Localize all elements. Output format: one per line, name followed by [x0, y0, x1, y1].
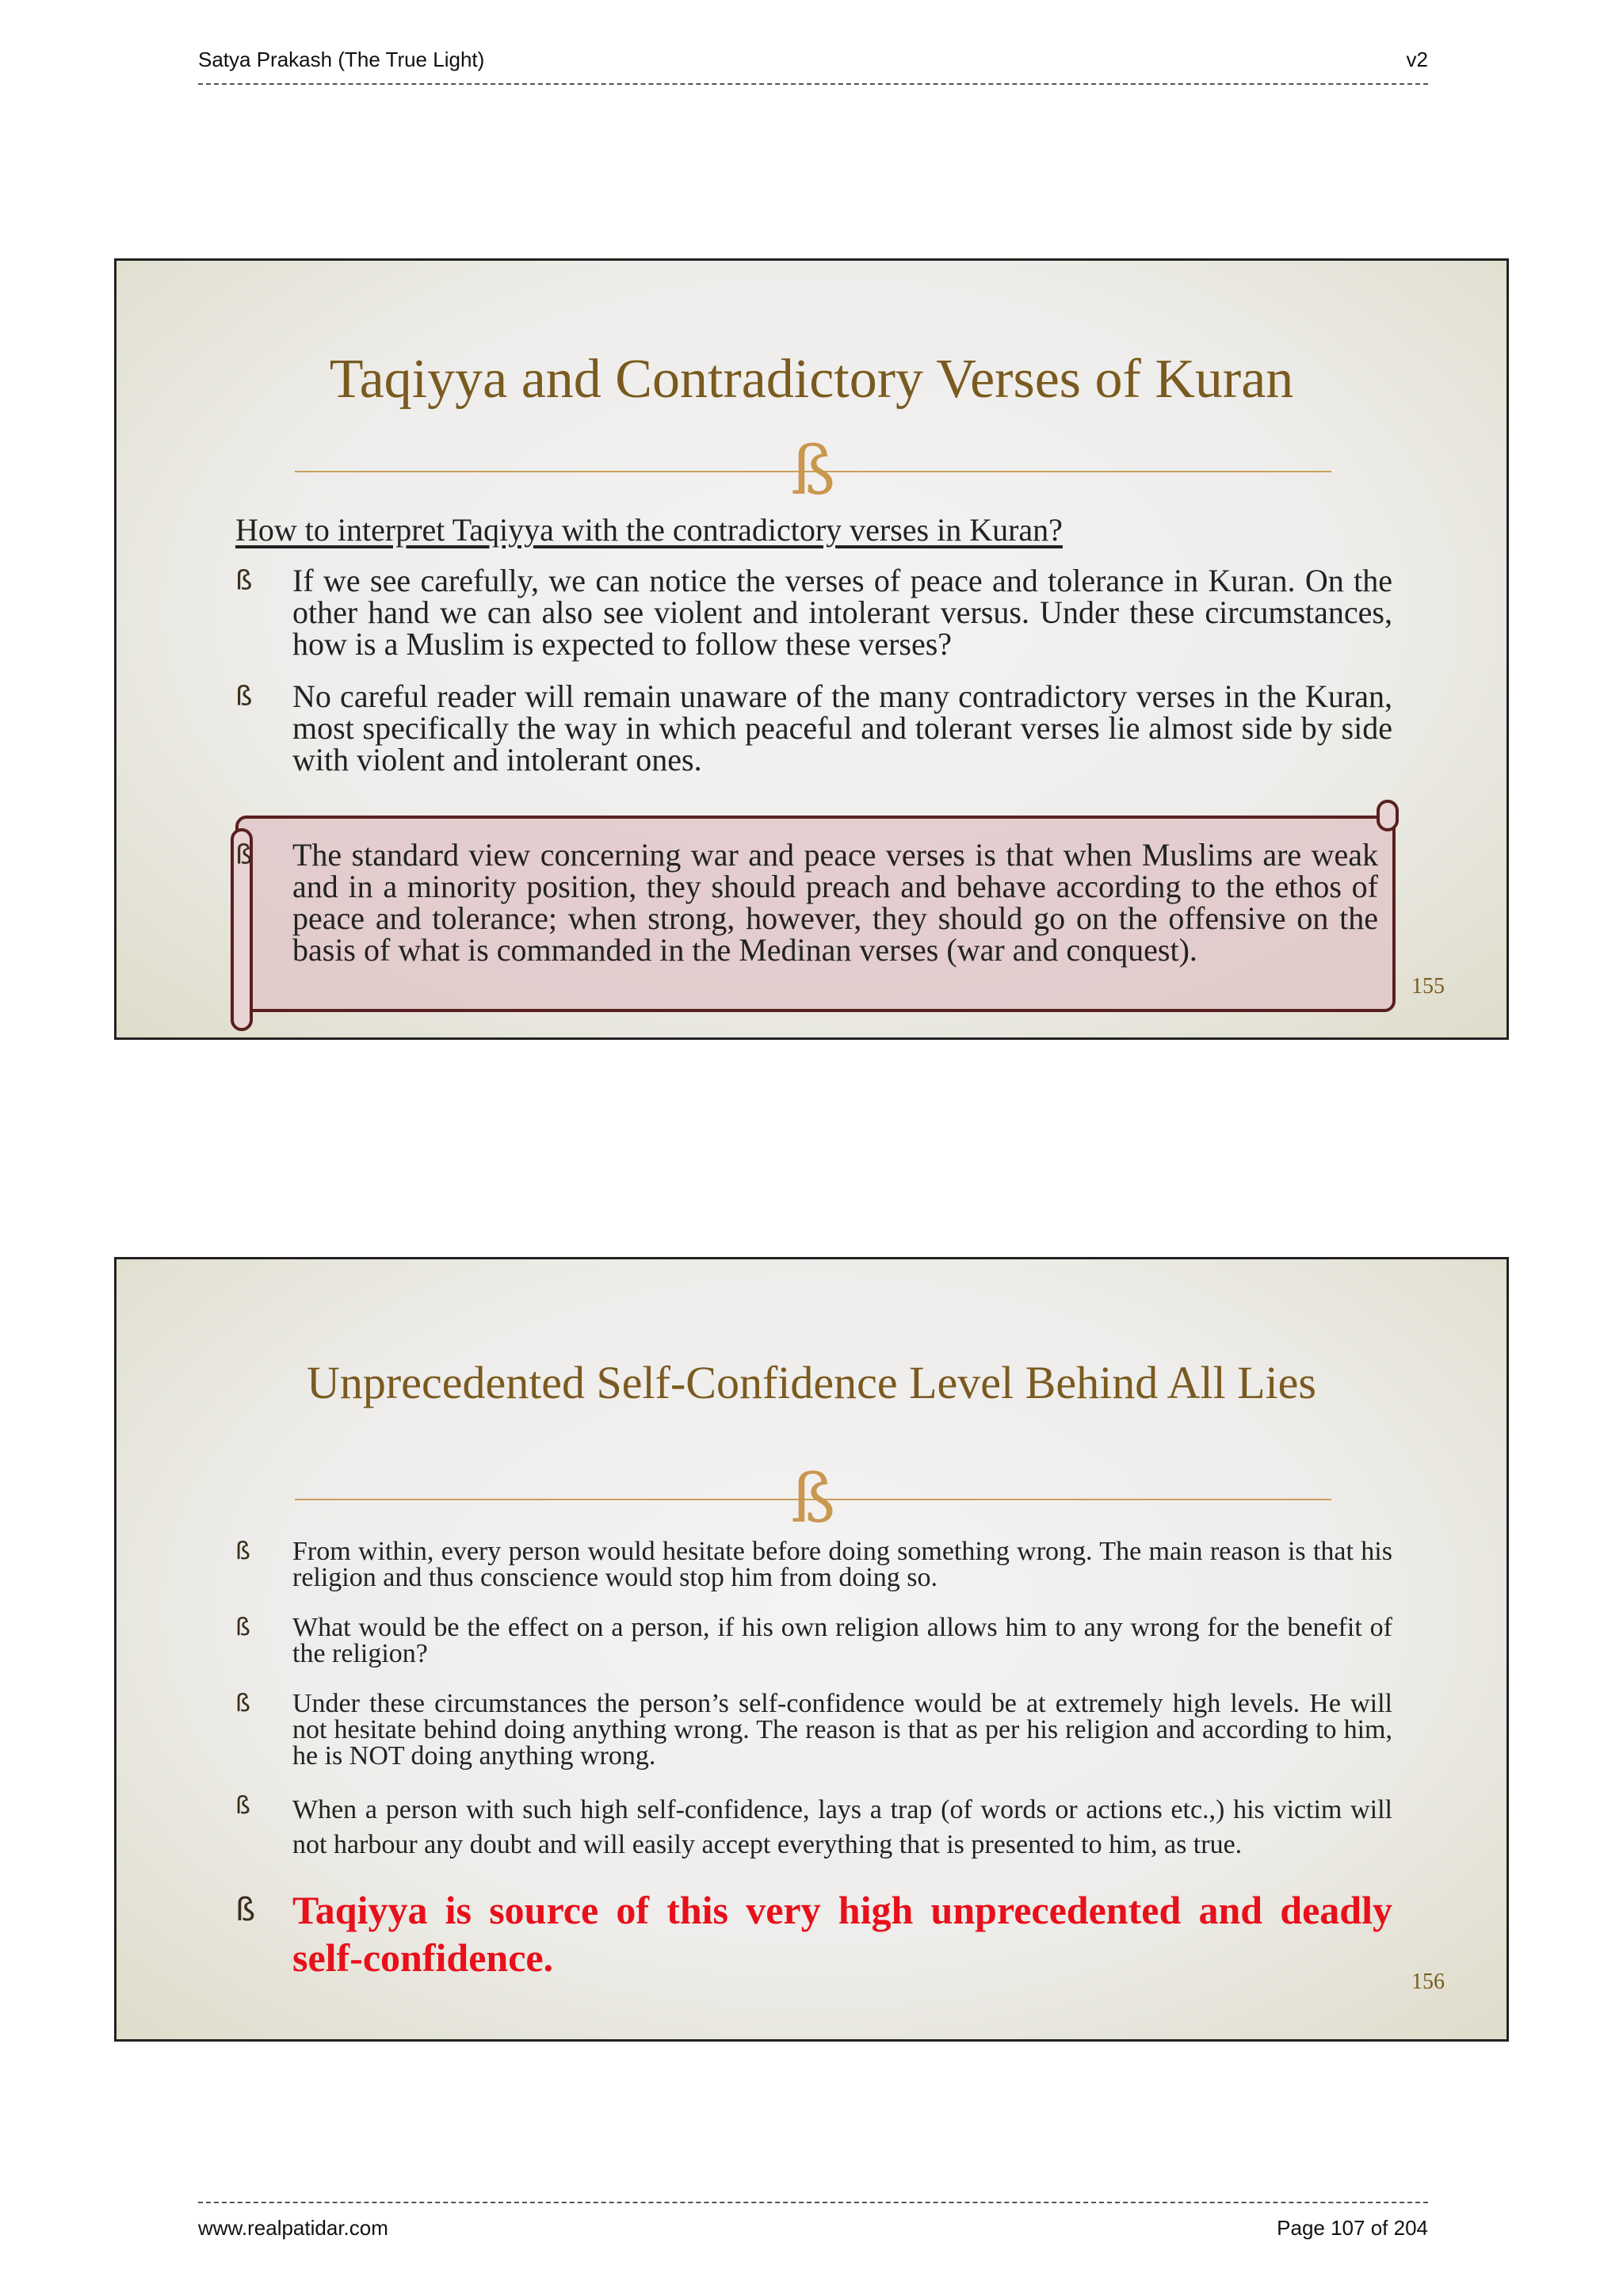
curl-bullet-icon: ß: [235, 565, 253, 597]
scroll-roll-right: [1377, 800, 1399, 831]
header-row: [198, 48, 1428, 72]
curl-bullet-icon: ß: [235, 681, 253, 712]
document-version: v2: [1406, 48, 1428, 71]
footer-row: [198, 2216, 1428, 2241]
curl-bullet-icon: ß: [235, 1614, 250, 1641]
title-ornament: [295, 1460, 1331, 1538]
page-number: Page 107 of 204: [1277, 2216, 1428, 2240]
slide-number: 155: [1411, 974, 1445, 999]
curl-bullet-icon: ß: [235, 1792, 250, 1820]
page-footer: [198, 2202, 1428, 2241]
footer-divider: [198, 2202, 1428, 2203]
slide-subheading: How to interpret Taqiyya with the contradictory verses in Kuran?: [235, 512, 1063, 548]
curl-bullet-icon: ß: [235, 1892, 256, 1928]
list-item: [235, 839, 1378, 966]
curl-ornament-icon: ß: [790, 432, 836, 510]
list-item: [235, 1690, 1392, 1769]
bullet-text: What would be the effect on a person, if his own religion allows him to any wrong for the benefit of the religion?: [292, 1613, 1392, 1668]
bullet-text: Under these circumstances the person’s self-confidence would be at extremely high levels. He will not hesitate behind doing anything wrong. The reason is that as per his religion and according to him, he is NOT doing anything wrong.: [292, 1689, 1392, 1771]
slide-number: 156: [1411, 1969, 1445, 1994]
emphasis-item: [235, 1886, 1392, 1981]
header-divider: [198, 83, 1428, 85]
bullet-text: From within, every person would hesitate before doing something wrong. The main reason is that his religion and thus conscience would stop him from doing so.: [292, 1537, 1392, 1592]
slide-title: Unprecedented Self-Confidence Level Behind All Lies: [307, 1357, 1316, 1408]
title-ornament: [295, 432, 1331, 510]
website-link[interactable]: www.realpatidar.com: [198, 2216, 388, 2240]
bullet-text: No careful reader will remain unaware of the many contradictory verses in the Kuran, most specifically the way in which peaceful and tolerant verses lie almost side by side with violent and intolerant ones.: [292, 678, 1392, 777]
highlight-text: The standard view concerning war and peace verses is that when Muslims are weak and in a minority position, they should preach and behave according to the ethos of peace and tolerance; when strong, however, they should go on the offensive on the basis of what is commanded in the Medinan verses (war and conquest).: [292, 837, 1378, 968]
document-title: Satya Prakash (The True Light): [198, 48, 485, 71]
emphasis-text: Taqiyya is source of this very high unprecedented and deadly self-confidence.: [292, 1888, 1392, 1980]
list-item: [235, 678, 1392, 777]
list-item: [235, 565, 1392, 660]
bullet-list: [235, 565, 1509, 797]
highlight-item: [235, 839, 1389, 987]
page-header: [198, 48, 1428, 85]
list-item: [235, 1538, 1392, 1591]
curl-bullet-icon: ß: [235, 839, 253, 871]
slide-155: [114, 258, 1509, 1040]
list-item: [235, 1793, 1392, 1862]
bullet-text: When a person with such high self-confidence, lays a trap (of words or actions etc.,) his victim will not harbour any doubt and will easily accept everything that is presented to him, as true.: [292, 1795, 1392, 1859]
slide-156: [114, 1257, 1509, 2042]
curl-bullet-icon: ß: [235, 1538, 250, 1565]
slide-title: Taqiyya and Contradictory Verses of Kuran: [329, 349, 1294, 410]
bullet-text: If we see carefully, we can notice the verses of peace and tolerance in Kuran. On the other hand we can also see violent and intolerant versus. Under these circumstances, how is a Muslim is expected to follow these verses?: [292, 563, 1392, 662]
list-item: [235, 1614, 1392, 1667]
curl-ornament-icon: ß: [790, 1460, 836, 1538]
bullet-list: [235, 1538, 1509, 2005]
curl-bullet-icon: ß: [235, 1690, 250, 1717]
